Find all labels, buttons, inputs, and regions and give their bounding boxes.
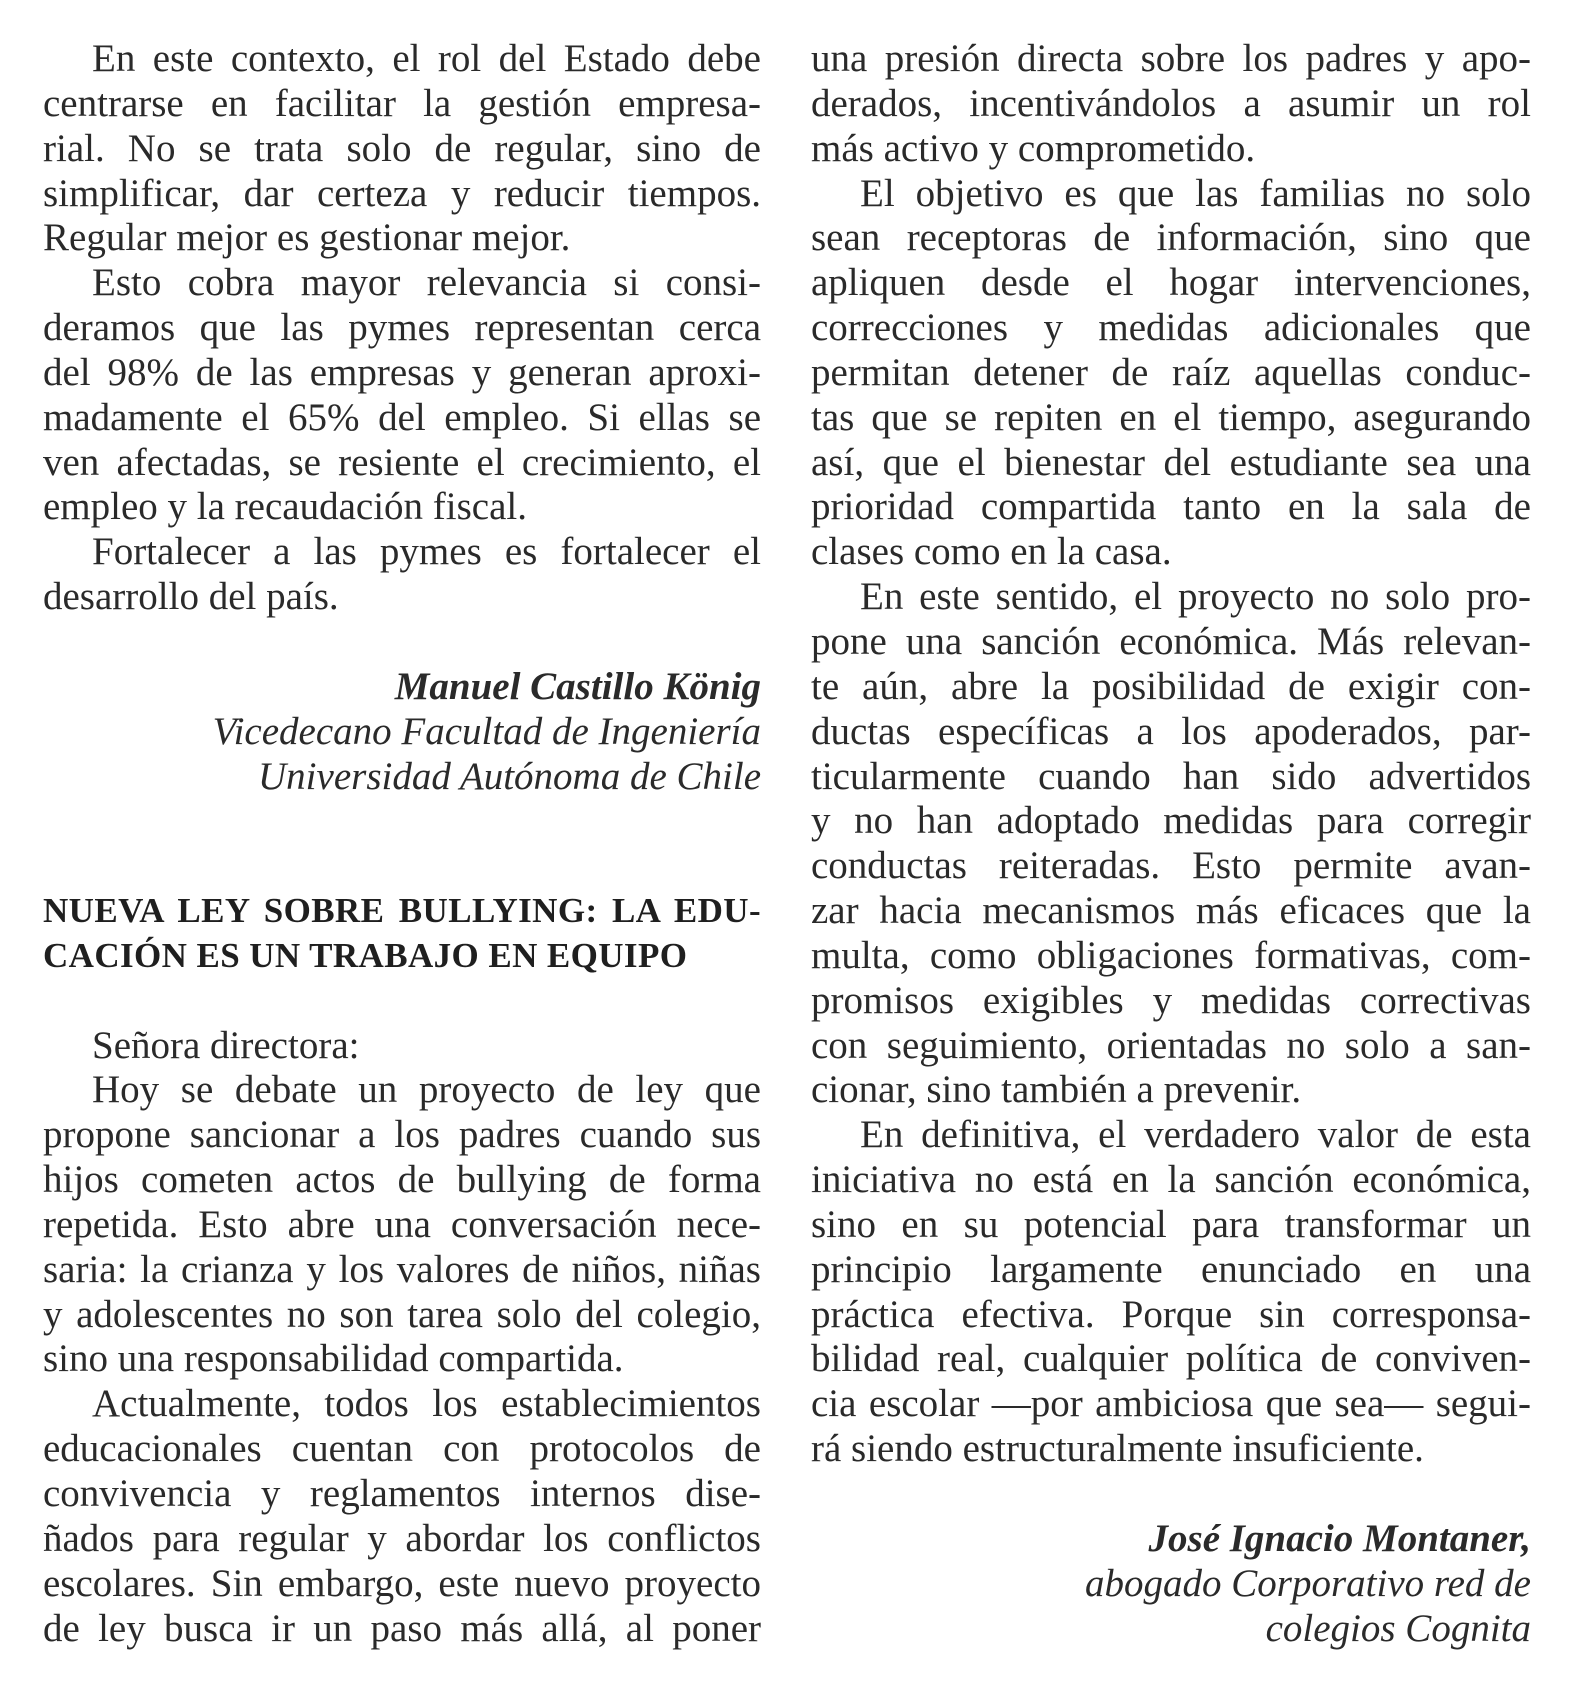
text-line: ñados para regular y abordar los conflictos [43,1516,761,1560]
text-line: cia escolar —por ambiciosa que sea— segui- [811,1382,1531,1426]
text-line: tas que se repiten en el tiempo, asegurando [811,395,1531,439]
text-line: repetida. Esto abre una conversación nece- [43,1202,761,1246]
author-name: Manuel Castillo König [394,664,761,708]
text-line: empleo y la recaudación fiscal. [43,485,528,529]
text-line: escolares. Sin embargo, este nuevo proyecto [43,1561,761,1605]
text-line: práctica efectiva. Porque sin corresponsa- [811,1292,1531,1336]
text-line: En este contexto, el rol del Estado debe [92,37,761,80]
text-line: convivencia y reglamentos internos dise- [43,1472,761,1515]
letter-paragraph-2-continued [811,37,1531,172]
text-line: Actualmente, todos los establecimientos [92,1382,761,1426]
text-line: permitan detener de raíz aquellas conduc- [811,350,1531,394]
heading-line: NUEVA LEY SOBRE BULLYING: LA EDU- [43,891,761,931]
text-line: El objetivo es que las familias no solo [860,171,1531,215]
text-line: derados, incentivándolos a asumir un rol [811,81,1531,125]
letter-paragraph-2 [43,1382,761,1651]
letter-heading [43,889,761,979]
text-line: pone una sanción económica. Más relevan- [811,619,1531,663]
text-line: En este sentido, el proyecto no solo pro- [860,575,1531,619]
letter-signature [811,1517,1531,1652]
text-line: más activo y comprometido. [811,126,1256,170]
heading-line: CACIÓN ES UN TRABAJO EN EQUIPO [43,935,688,975]
text-line: del 98% de las empresas y generan aproxi- [43,350,761,394]
text-line: apliquen desde el hogar intervenciones, [811,261,1531,305]
text-line: conductas reiteradas. Esto permite avan- [811,844,1531,888]
opinion-paragraph-2 [43,261,761,530]
left-column [43,37,761,1651]
text-line: hijos cometen actos de bullying de forma [43,1158,761,1202]
text-line: desarrollo del país. [43,575,339,619]
text-line: deramos que las pymes representan cerca [43,306,761,350]
text-line: Fortalecer a las pymes es fortalecer el [92,530,761,574]
text-line: iniciativa no está en la sanción económica, [811,1158,1531,1202]
text-line: sino una responsabilidad compartida. [43,1337,624,1381]
text-line: rá siendo estructuralmente insuficiente. [811,1427,1424,1471]
spacer [43,620,761,665]
right-column [811,37,1531,1651]
text-line: Esto cobra mayor relevancia si consi- [92,261,761,305]
text-line: Regular mejor es gestionar mejor. [43,216,571,260]
author-signature [43,665,761,800]
opinion-paragraph-1 [43,37,761,261]
text-line: clases como en la casa. [811,530,1172,574]
text-line: te aún, abre la posibilidad de exigir con- [811,664,1531,708]
text-line: bilidad real, cualquier política de conviven- [811,1337,1531,1381]
letter-paragraph-1 [43,1068,761,1382]
text-line: promisos exigibles y medidas correctivas [811,978,1531,1022]
letter-author-name: José Ignacio Montaner, [1148,1516,1531,1560]
text-line: ticularmente cuando han sido advertidos [811,754,1531,798]
letter-author-role: abogado Corporativo red de [1085,1561,1531,1605]
letter-paragraph-5 [811,1113,1531,1472]
text-line: propone sancionar a los padres cuando sus [43,1113,761,1157]
text-line: principio largamente enunciado en una [811,1247,1531,1291]
text-line: una presión directa sobre los padres y apo- [811,37,1531,80]
text-line: rial. No se trata solo de regular, sino de [43,126,761,170]
text-line: simplificar, dar certeza y reducir tiempos. [43,171,761,215]
text-line: ductas específicas a los apoderados, par- [811,709,1531,753]
text-line: prioridad compartida tanto en la sala de [811,485,1531,529]
text-line: madamente el 65% del empleo. Si ellas se [43,395,761,439]
salutation: Señora directora: [92,1023,360,1067]
text-line: con seguimiento, orientadas no solo a san- [811,1023,1531,1067]
text-line: sean receptoras de información, sino que [811,216,1531,260]
text-line: zar hacia mecanismos más eficaces que la [811,889,1531,933]
text-line: cionar, sino también a prevenir. [811,1068,1302,1112]
text-line: Hoy se debate un proyecto de ley que [92,1068,761,1112]
text-line: saria: la crianza y los valores de niños, niñas [43,1247,761,1291]
text-line: y no han adoptado medidas para corregir [811,799,1531,843]
text-line: así, que el bienestar del estudiante sea una [811,440,1531,484]
text-line: sino en su potencial para transformar un [811,1202,1531,1246]
author-institution: Universidad Autónoma de Chile [258,754,761,798]
text-line: educacionales cuentan con protocolos de [43,1427,761,1471]
letter-paragraph-4 [811,575,1531,1113]
spacer [43,799,761,844]
letter-paragraph-3 [811,172,1531,576]
text-line: ven afectadas, se resiente el crecimiento, el [43,440,761,484]
text-line: de ley busca ir un paso más allá, al poner [43,1606,761,1650]
spacer [811,1472,1531,1517]
text-line: y adolescentes no son tarea solo del colegio, [43,1292,761,1336]
spacer [43,979,761,1024]
text-line: correcciones y medidas adicionales que [811,306,1531,350]
text-line: multa, como obligaciones formativas, com- [811,933,1531,977]
text-line: centrarse en facilitar la gestión empresa- [43,81,761,125]
letter-author-role: colegios Cognita [1265,1606,1531,1650]
text-line: En definitiva, el verdadero valor de esta [860,1113,1531,1157]
author-title: Vicedecano Facultad de Ingeniería [212,709,761,753]
opinion-paragraph-3 [43,530,761,620]
spacer [43,844,761,889]
